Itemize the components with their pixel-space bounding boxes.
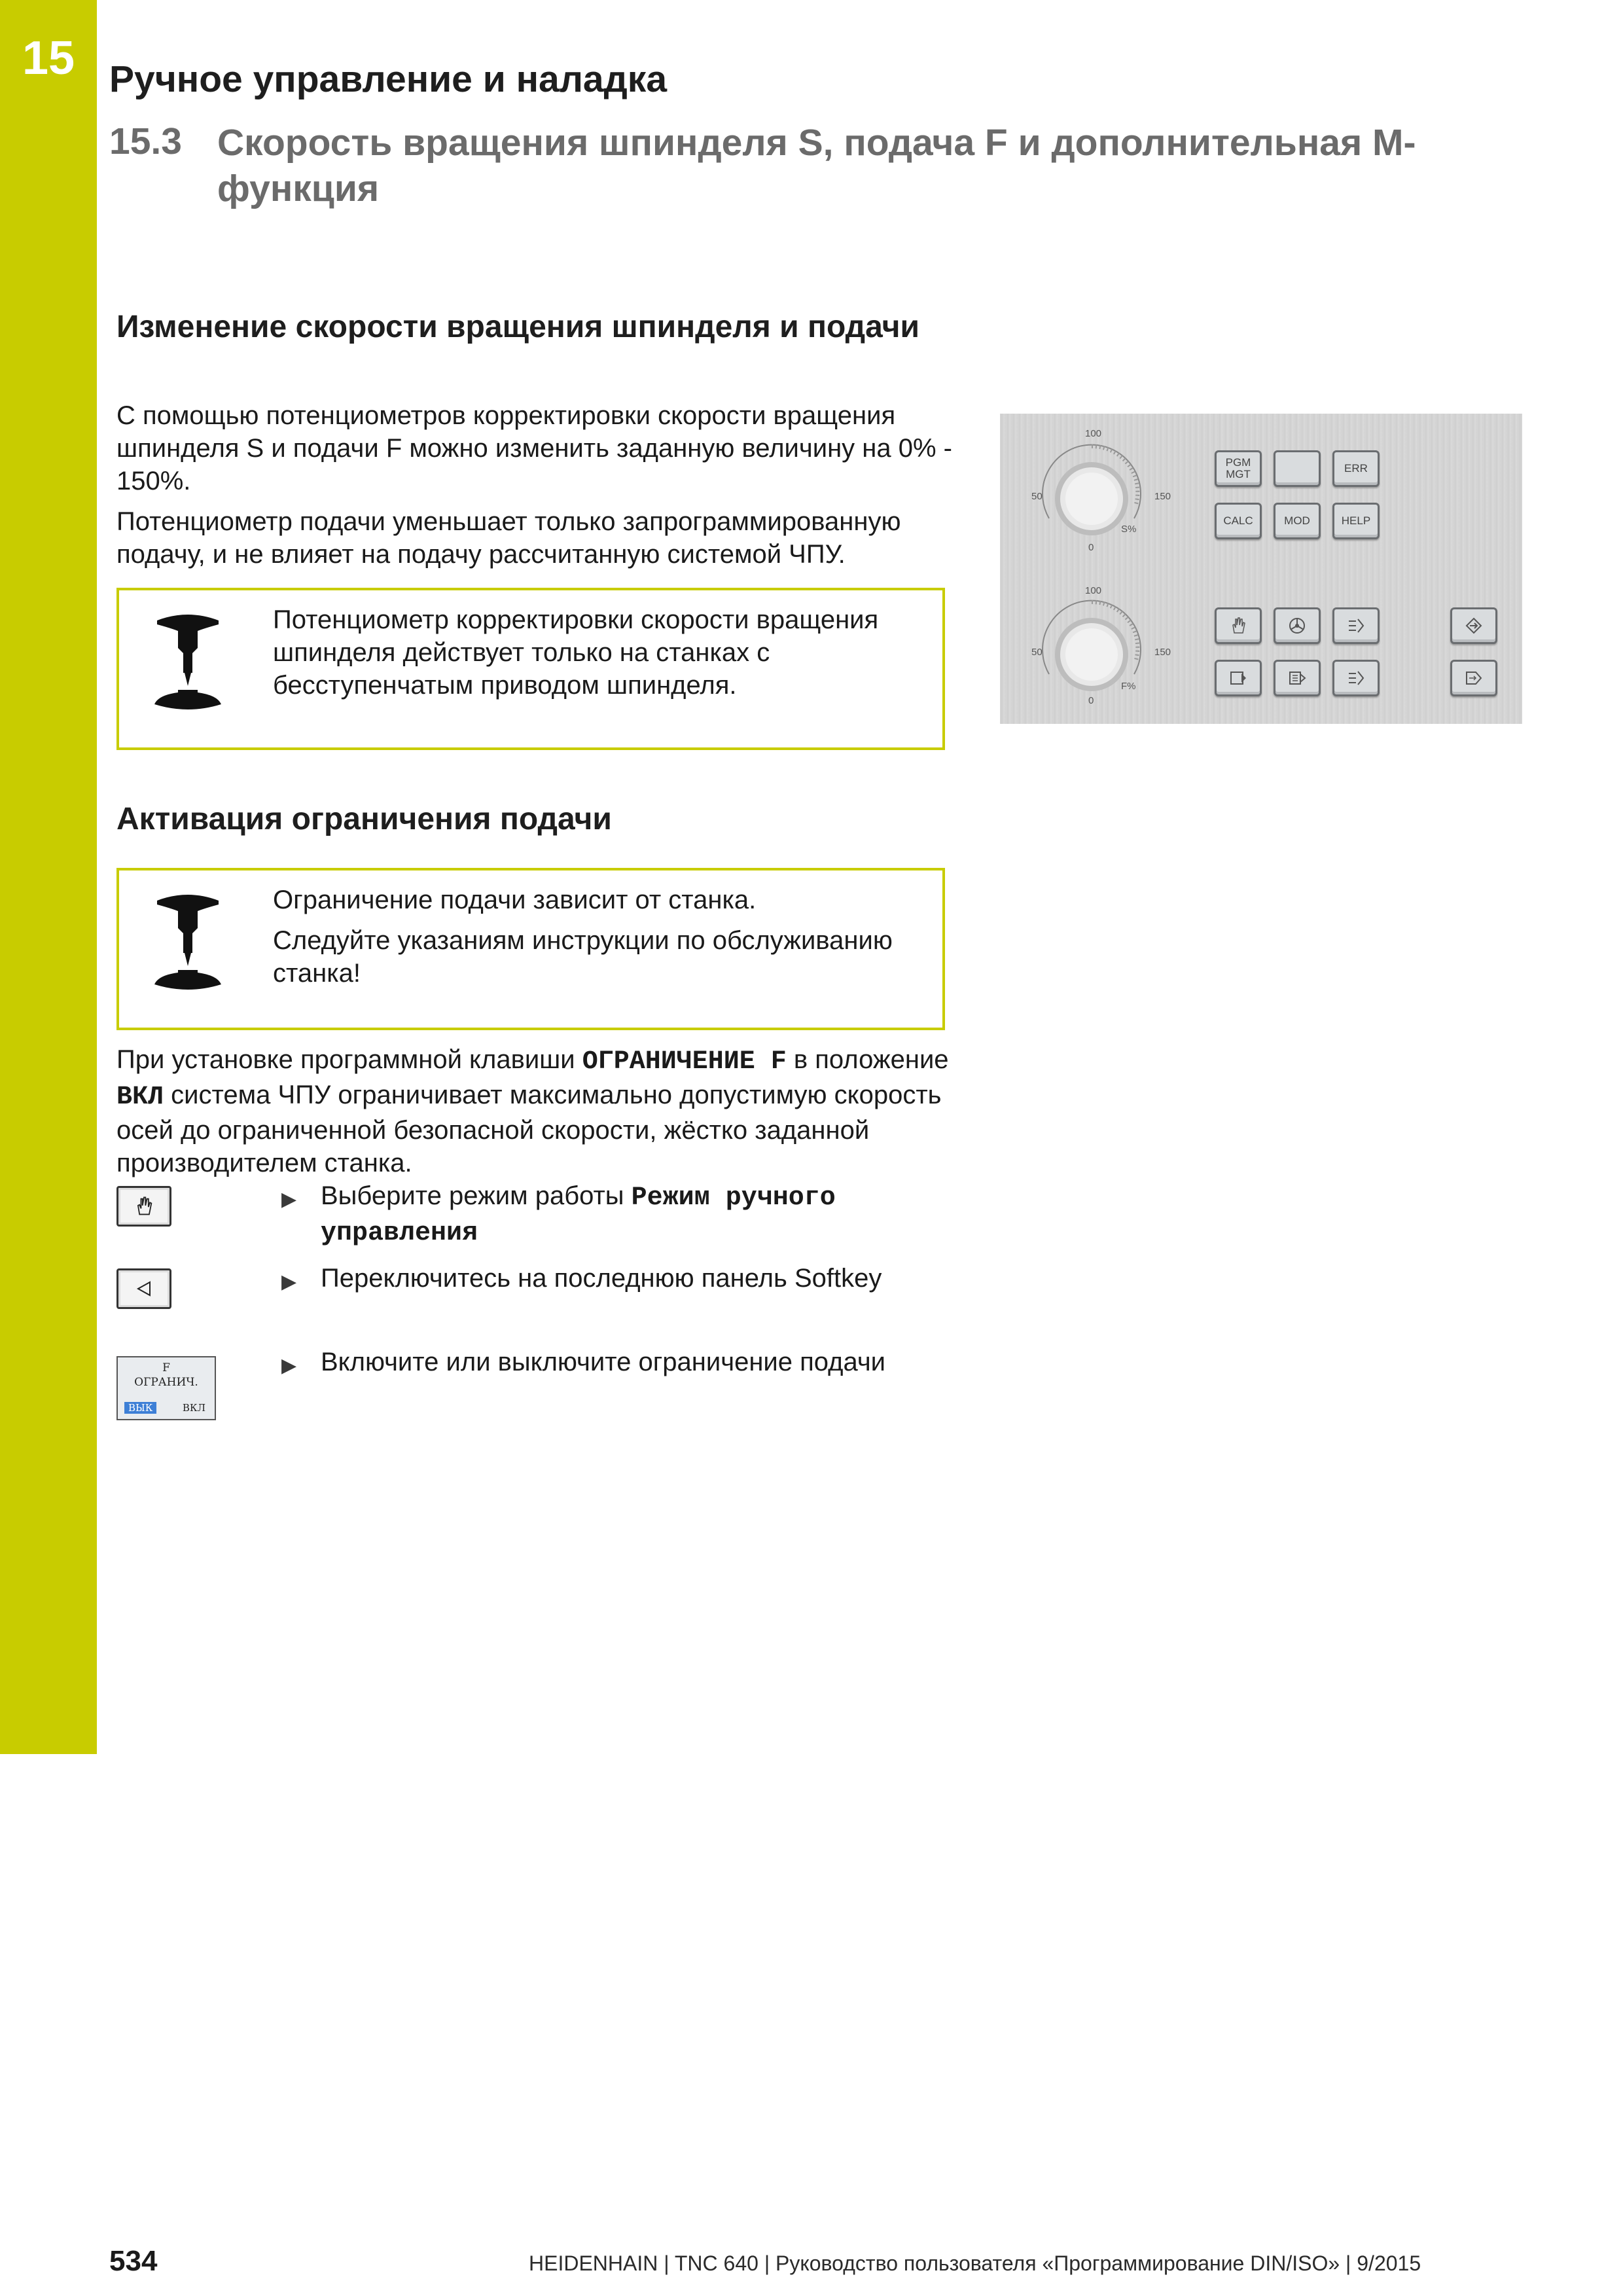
- note-box-spindle: [116, 588, 945, 750]
- chapter-title: Ручное управление и наладка: [109, 58, 668, 100]
- handwheel-mode-key: [1274, 607, 1321, 644]
- hand-icon: [133, 1195, 155, 1217]
- note-box-feed-limit: [116, 868, 945, 1030]
- footer-text: HEIDENHAIN | TNC 640 | Руководство пользователя «Программирование DIN/ISO» | 9/2015: [529, 2251, 1421, 2275]
- teach-in-icon: [1228, 668, 1248, 688]
- step-2: [281, 1262, 949, 1295]
- test-run-icon: [1464, 668, 1484, 688]
- note-text-spindle: Потенциометр корректировки скорости вращения шпинделя действует только на станках с бесступенчатым приводом шпинделя.: [273, 605, 879, 700]
- softkey-line-1: F: [162, 1361, 170, 1374]
- machine-note-icon: [152, 609, 224, 717]
- note-line-1: Ограничение подачи зависит от станка.: [273, 886, 757, 914]
- mod-key: MOD: [1274, 503, 1321, 539]
- knob2-left-label: 50: [1031, 647, 1043, 658]
- knob2-max-label: 100: [1085, 585, 1102, 596]
- chapter-sidebar: [0, 0, 97, 1754]
- note-line-2: Следуйте указаниям инструкции по обслуживанию станка!: [273, 926, 893, 988]
- triangle-left-icon: [134, 1279, 154, 1299]
- list-arrow-icon: [1346, 616, 1366, 636]
- single-block-icon: [1464, 616, 1484, 636]
- program-edit-key: [1274, 660, 1321, 696]
- knob2-right-label: 150: [1154, 647, 1171, 658]
- knob1-zero-label: 0: [1088, 542, 1094, 553]
- hand-icon: [1228, 616, 1248, 636]
- para-text: система ЧПУ ограничивает максимально допустимую скорость осей до ограниченной безопасной скорости, жёстко заданной производителем станка.: [116, 1081, 942, 1177]
- next-softkey-bar-key: [116, 1268, 171, 1309]
- blank-key: [1274, 450, 1321, 487]
- softkey-line-2: ОГРАНИЧ.: [134, 1376, 198, 1389]
- test-run-key: [1450, 660, 1497, 696]
- handwheel-icon: [1287, 616, 1307, 636]
- section-number: 15.3: [109, 120, 182, 162]
- knob2-zero-label: 0: [1088, 695, 1094, 706]
- bullet-arrow-icon: ▶: [281, 1271, 297, 1293]
- softkey-name-feed-limit: ОГРАНИЧЕНИЕ F: [582, 1047, 787, 1077]
- para-text: При установке программной клавиши: [116, 1045, 582, 1074]
- help-key: HELP: [1332, 503, 1380, 539]
- feed-limit-softkey: [116, 1356, 216, 1420]
- step-2-text: Переключитесь на последнюю панель Softkey: [321, 1264, 882, 1293]
- knob1-s-label: S%: [1121, 524, 1137, 535]
- softkey-state-on: ВКЛ: [116, 1083, 164, 1112]
- section1-heading: Изменение скорости вращения шпинделя и подачи: [116, 310, 919, 344]
- program-run-single-key: [1450, 607, 1497, 644]
- calc-key: CALC: [1215, 503, 1262, 539]
- chapter-number: 15: [22, 32, 75, 84]
- note-text-feed-limit: [273, 884, 929, 990]
- machine-note-icon: [152, 889, 224, 997]
- step-3: [281, 1346, 949, 1378]
- pgm-mgt-key: PGM MGT: [1215, 450, 1262, 487]
- knob1-left-label: 50: [1031, 491, 1043, 502]
- bullet-arrow-icon: ▶: [281, 1189, 297, 1210]
- manual-operation-key: [116, 1186, 171, 1227]
- program-run-full-key: [1332, 660, 1380, 696]
- section-title: Скорость вращения шпинделя S, подача F и дополнительная М-функция: [217, 122, 1416, 209]
- positioning-mdi-key: [1332, 607, 1380, 644]
- softkey-off-state: ВЫК: [124, 1402, 156, 1414]
- teach-in-key: [1215, 660, 1262, 696]
- bullet-arrow-icon: ▶: [281, 1355, 297, 1376]
- page-number: 534: [109, 2245, 158, 2277]
- edit-icon: [1287, 668, 1307, 688]
- section2-heading: Активация ограничения подачи: [116, 802, 612, 836]
- step-1-text: Выберите режим работы: [321, 1181, 632, 1210]
- section1-paragraph-1: С помощью потенциометров корректировки скорости вращения шпинделя S и подачи F можно изменить заданную величину на 0% - 150%.: [116, 401, 952, 495]
- control-panel-image: [1000, 414, 1522, 724]
- para-text: в положение: [786, 1045, 949, 1074]
- knob1-right-label: 150: [1154, 491, 1171, 502]
- step-1-mode-name: Режим ручного управления: [321, 1183, 836, 1248]
- section2-paragraph: [116, 1043, 961, 1179]
- knob1-max-label: 100: [1085, 428, 1102, 439]
- full-sequence-icon: [1346, 668, 1366, 688]
- section1-paragraph-2: Потенциометр подачи уменьшает только запрограммированную подачу, и не влияет на подачу рассчитанную системой ЧПУ.: [116, 507, 901, 569]
- step-3-text: Включите или выключите ограничение подачи: [321, 1348, 886, 1376]
- knob2-f-label: F%: [1121, 681, 1136, 692]
- manual-mode-key: [1215, 607, 1262, 644]
- err-key: ERR: [1332, 450, 1380, 487]
- softkey-on-state: ВКЛ: [182, 1402, 205, 1414]
- step-1: [281, 1179, 949, 1250]
